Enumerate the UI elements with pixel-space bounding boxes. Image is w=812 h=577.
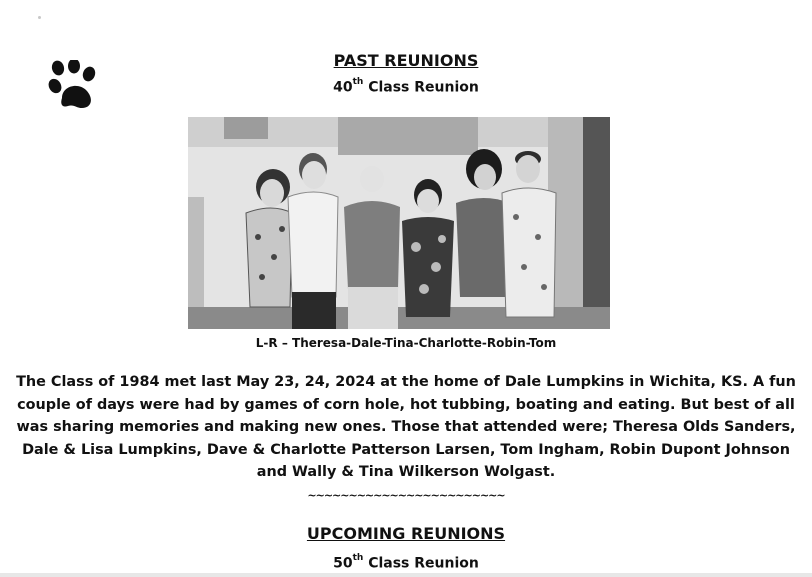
scan-speck bbox=[38, 16, 41, 19]
section-divider: ~~~~~~~~~~~~~~~~~~~~~~~~ bbox=[307, 489, 505, 502]
group-photo-illustration bbox=[188, 117, 610, 329]
page-bottom-edge bbox=[0, 573, 812, 577]
upcoming-title: UPCOMING REUNIONS bbox=[306, 524, 506, 543]
page-title: PAST REUNIONS bbox=[333, 51, 479, 70]
group-photo bbox=[188, 117, 610, 329]
upcoming-subtitle: 50th Class Reunion bbox=[333, 553, 479, 572]
reunion-subtitle: 40th Class Reunion bbox=[333, 77, 479, 96]
photo-caption: L-R – Theresa-Dale-Tina-Charlotte-Robin-Tom bbox=[255, 336, 557, 350]
reunion-description: The Class of 1984 met last May 23, 24, 2024 at the home of Dale Lumpkins in Wichita, KS. A fun couple of days were had by games of corn hole, hot tubbing, boating and eating. But best of all was sharing memories and making new ones. Those that attended were; Theresa Olds Sanders, Dale & Lisa Lumpkins, Dave & Charlotte Patterson Larsen, Tom Ingham, Robin Dupont Johnson and Wally & Tina Wilkerson Wolgast. bbox=[16, 374, 796, 480]
